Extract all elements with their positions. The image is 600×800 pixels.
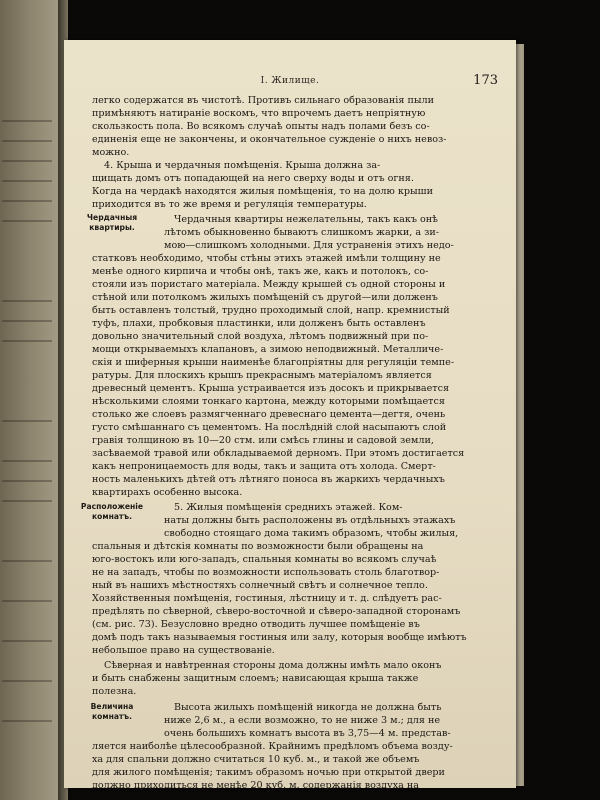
previous-page-edge bbox=[0, 0, 58, 800]
text-line: менѣе одного кирпича и чтобы онѣ, такъ же, какъ и потолокъ, со- bbox=[92, 266, 429, 277]
text-line: не на западъ, чтобы по возможности использовать столь благотвор- bbox=[92, 567, 440, 578]
text-line: какъ непроницаемость для воды, такъ и защита отъ холода. Смерт- bbox=[92, 461, 436, 472]
text-line: свободно стоящаго дома такимъ образомъ, чтобы жилыя, bbox=[164, 528, 459, 539]
text-line: стѣной или потолкомъ жилыхъ помѣщеній съ другой—или долженъ bbox=[92, 292, 438, 303]
page-number: 173 bbox=[473, 73, 498, 88]
text-line: квартирахъ особенно высока. bbox=[92, 487, 243, 498]
text-line: щищать домъ отъ попадающей на него сверху воды и отъ огня. bbox=[92, 173, 414, 184]
book-page bbox=[64, 40, 516, 791]
section-heading-line: 4. Крыша и чердачныя помѣщенія. Крыша должна за- bbox=[104, 160, 381, 171]
text-line: столько же слоевъ размягченнаго древеснаго цемента—дегтя, очень bbox=[92, 409, 446, 420]
text-line: ниже 2,6 м., а если возможно, то не ниже 3 м.; для не bbox=[164, 715, 441, 726]
running-head: I. Жилище. bbox=[260, 76, 320, 86]
text-line: приходится въ то же время и регуляція температуры. bbox=[92, 199, 367, 210]
margin-note-attic: Чердачныя квартиры. bbox=[86, 213, 138, 232]
text-line: быть оставленъ толстый, трудно проходимый слой, напр. кремнистый bbox=[92, 305, 450, 316]
text-line: засѣваемой травой или обкладываемой дерномъ. При этомъ достигается bbox=[92, 448, 465, 459]
text-line: (см. рис. 73). Безусловно вредно отводить лучшее помѣщеніе въ bbox=[92, 619, 420, 630]
text-line: предѣлять по сѣверной, сѣверо-восточной и сѣверо-западной сторонамъ bbox=[92, 606, 461, 617]
text-line: ный въ нашихъ мѣстностяхъ солнечный свѣтъ и солнечное тепло. bbox=[92, 580, 428, 591]
text-line: ность маленькихъ дѣтей отъ лѣтняго поноса въ жаркихъ чердачныхъ bbox=[92, 474, 445, 485]
text-line: Сѣверная и навѣтренная стороны дома должны имѣть мало оконъ bbox=[104, 660, 442, 671]
text-line: нѣсколькими слоями тонкаго картона, между которыми помѣщается bbox=[92, 396, 445, 407]
text-line: юго-востокъ или юго-западъ, спальныя комнаты во всякомъ случаѣ bbox=[92, 554, 437, 565]
text-line: древесный цементъ. Крыша устраивается изъ досокъ и прикрывается bbox=[92, 383, 450, 394]
text-line: наты должны быть расположены въ отдѣльныхъ этажахъ bbox=[164, 515, 456, 526]
text-line: и быть снабжены защитным слоемъ; нависающая крыша также bbox=[92, 673, 419, 684]
text-line: довольно значительный слой воздуха, лѣтомъ подвижный при по- bbox=[92, 331, 429, 342]
text-line: очень большихъ комнатъ высота въ 3,75—4 м. представ- bbox=[164, 728, 451, 739]
text-line: спальныя и дѣтскія комнаты по возможности были обращены на bbox=[92, 541, 424, 552]
page-stack-edge bbox=[516, 44, 524, 786]
text-line: для жилого помѣщенія; такимъ образомъ ночью при открытой двери bbox=[92, 767, 445, 778]
text-line: Хозяйственныя помѣщенія, гостиныя, лѣстницу и т. д. слѣдуетъ рас- bbox=[92, 593, 442, 604]
text-line: небольшое право на существованіе. bbox=[92, 645, 275, 656]
text-line: домѣ подъ такъ называемыя гостиныя или залу, которыя вообще имѣютъ bbox=[92, 632, 467, 643]
text-line: Когда на чердакѣ находятся жилыя помѣщенія, то на долю крыши bbox=[92, 186, 433, 197]
text-line: скія и шиферныя крыши наименѣе благопріятны для регуляціи темпе- bbox=[92, 357, 455, 368]
text-line: лѣтомъ обыкновенно бываютъ слишкомъ жарки, а зи- bbox=[164, 227, 439, 238]
text-line: мощи открываемыхъ клапановъ, а зимою неподвижный. Металличе- bbox=[92, 344, 444, 355]
text-line: Чердачныя квартиры нежелательны, такъ какъ онѣ bbox=[174, 214, 438, 225]
text-line: статковъ необходимо, чтобы стѣны этихъ этажей имѣли толщину не bbox=[92, 253, 441, 264]
text-line: мою—слишкомъ холодными. Для устраненія этихъ недо- bbox=[164, 240, 454, 251]
text-line: можно. bbox=[92, 147, 130, 158]
text-line: единенія еще не закончены, и окончательное сужденіе о нихъ невоз- bbox=[92, 134, 447, 145]
text-line: ляется наиболѣе цѣлесообразной. Крайнимъ предѣломъ объема возду- bbox=[92, 741, 453, 752]
text-line: скользкость пола. Во всякомъ случаѣ опыты надъ полами безъ со- bbox=[92, 121, 430, 132]
text-line: легко содержатся въ чистотѣ. Противъ сильнаго образованія пыли bbox=[92, 95, 434, 106]
margin-note-room-size: Величина комнатъ. bbox=[90, 702, 134, 721]
text-line: примѣняютъ натираніе воскомъ, что впрочемъ даетъ непріятную bbox=[92, 108, 426, 119]
section-heading-line: 5. Жилыя помѣщенія среднихъ этажей. Ком- bbox=[174, 502, 403, 513]
text-line: ха для спальни должно считаться 10 куб. м., и такой же объемъ bbox=[92, 754, 420, 765]
text-line: ратуры. Для плоскихъ крышъ прекраснымъ матеріаломъ является bbox=[92, 370, 432, 381]
text-line: стояли изъ пористаго матеріала. Между крышей съ одной стороны и bbox=[92, 279, 446, 290]
text-line: туфъ, плахи, пробковыя пластинки, или долженъ быть оставленъ bbox=[92, 318, 426, 329]
text-line: гравія толщиною въ 10—20 стм. или смѣсь глины и садовой земли, bbox=[92, 435, 434, 446]
text-line: Высота жилыхъ помѣщеній никогда не должна быть bbox=[174, 702, 442, 713]
text-line: густо смѣшаннаго съ цементомъ. На послѣдній слой насыпаютъ слой bbox=[92, 422, 447, 433]
margin-note-rooms: Расположеніе комнатъ. bbox=[80, 502, 144, 521]
text-line: полезна. bbox=[92, 686, 137, 697]
text-line: должно приходиться не менѣе 20 куб. м. содержанія воздуха на bbox=[92, 780, 419, 791]
